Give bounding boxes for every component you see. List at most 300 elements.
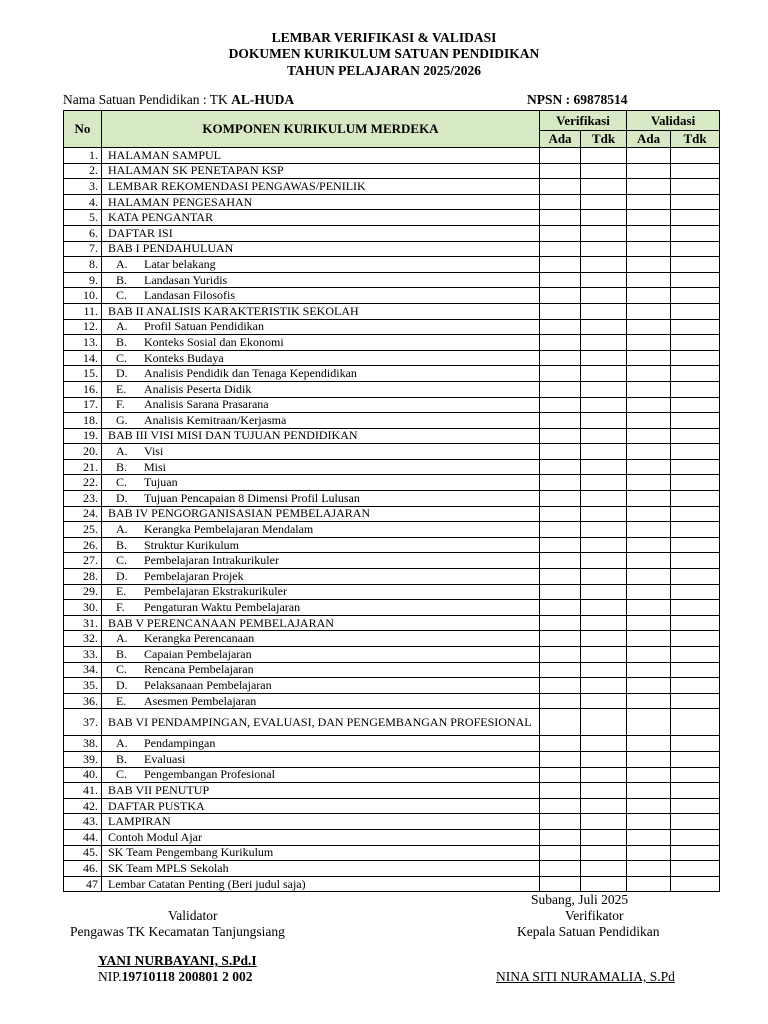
check-cell-verifikasi-tdk[interactable] [581,647,627,663]
check-cell-validasi-ada[interactable] [627,350,671,366]
row-text: DAFTAR PUSTKA [108,798,205,813]
table-row [64,767,720,783]
row-component [102,428,540,444]
check-cell-validasi-ada[interactable] [627,163,671,179]
table-row [64,553,720,569]
row-text: Rencana Pembelajaran [144,662,254,677]
check-cell-verifikasi-tdk[interactable] [581,553,627,569]
check-cell-validasi-ada[interactable] [627,335,671,351]
row-text: Kerangka Pembelajaran Mendalam [144,522,314,537]
table-row [64,506,720,522]
check-cell-validasi-ada[interactable] [627,876,671,892]
row-component [102,444,540,460]
check-cell-validasi-ada[interactable] [627,444,671,460]
check-cell-validasi-ada[interactable] [627,783,671,799]
check-cell-validasi-tdk[interactable] [671,876,720,892]
check-cell-validasi-tdk[interactable] [671,350,720,366]
check-cell-verifikasi-tdk[interactable] [581,241,627,257]
check-cell-verifikasi-ada[interactable] [540,631,581,647]
check-cell-validasi-ada[interactable] [627,861,671,877]
check-cell-validasi-ada[interactable] [627,288,671,304]
check-cell-validasi-tdk[interactable] [671,553,720,569]
validator-name: YANI NURBAYANI, S.Pd.I [98,953,257,968]
row-text: SK Team Pengembang Kurikulum [108,845,274,860]
row-text: LAMPIRAN [108,814,171,829]
row-component [102,210,540,226]
row-component [102,397,540,413]
check-cell-validasi-tdk[interactable] [671,428,720,444]
check-cell-verifikasi-ada[interactable] [540,876,581,892]
check-cell-verifikasi-tdk[interactable] [581,257,627,273]
check-cell-verifikasi-tdk[interactable] [581,288,627,304]
table-row [64,288,720,304]
check-cell-verifikasi-ada[interactable] [540,350,581,366]
row-component [102,798,540,814]
row-number: 2. [64,163,102,179]
check-cell-validasi-ada[interactable] [627,736,671,752]
row-component [102,522,540,538]
row-letter: D. [116,490,128,505]
check-cell-verifikasi-tdk[interactable] [581,163,627,179]
check-cell-validasi-tdk[interactable] [671,303,720,319]
check-cell-verifikasi-ada[interactable] [540,491,581,507]
check-cell-verifikasi-ada[interactable] [540,600,581,616]
check-cell-validasi-tdk[interactable] [671,751,720,767]
check-cell-verifikasi-tdk[interactable] [581,444,627,460]
check-cell-verifikasi-tdk[interactable] [581,413,627,429]
check-cell-validasi-ada[interactable] [627,241,671,257]
check-cell-validasi-ada[interactable] [627,428,671,444]
check-cell-verifikasi-ada[interactable] [540,814,581,830]
table-row [64,148,720,164]
check-cell-verifikasi-ada[interactable] [540,767,581,783]
row-letter: A. [116,736,128,751]
check-cell-verifikasi-tdk[interactable] [581,600,627,616]
check-cell-validasi-ada[interactable] [627,179,671,195]
check-cell-validasi-ada[interactable] [627,506,671,522]
row-letter: E. [116,693,127,708]
check-cell-verifikasi-tdk[interactable] [581,693,627,709]
row-component [102,615,540,631]
check-cell-validasi-tdk[interactable] [671,631,720,647]
check-cell-verifikasi-tdk[interactable] [581,303,627,319]
row-text: BAB I PENDAHULUAN [108,241,234,256]
check-cell-verifikasi-ada[interactable] [540,335,581,351]
table-row [64,179,720,195]
check-cell-verifikasi-ada[interactable] [540,225,581,241]
check-cell-verifikasi-ada[interactable] [540,163,581,179]
table-row [64,829,720,845]
check-cell-validasi-ada[interactable] [627,366,671,382]
table-row [64,647,720,663]
row-number: 18. [64,413,102,429]
school-label: Nama Satuan Pendidikan : TK [63,92,232,107]
row-letter: E. [116,584,127,599]
check-cell-verifikasi-tdk[interactable] [581,506,627,522]
row-component [102,350,540,366]
check-cell-validasi-ada[interactable] [627,751,671,767]
row-letter: A. [116,522,128,537]
check-cell-validasi-ada[interactable] [627,413,671,429]
check-cell-verifikasi-tdk[interactable] [581,631,627,647]
row-letter: A. [116,444,128,459]
row-text: BAB VI PENDAMPINGAN, EVALUASI, DAN PENGEMBANGAN PROFESIONAL [108,715,532,730]
check-cell-validasi-tdk[interactable] [671,678,720,694]
table-row [64,814,720,830]
check-cell-validasi-ada[interactable] [627,522,671,538]
row-component [102,288,540,304]
check-cell-validasi-ada[interactable] [627,381,671,397]
col-header-no: No [64,111,102,148]
row-text: Pembelajaran Ekstrakurikuler [144,584,287,599]
check-cell-verifikasi-ada[interactable] [540,829,581,845]
check-cell-validasi-tdk[interactable] [671,210,720,226]
row-number: 35. [64,678,102,694]
check-cell-validasi-tdk[interactable] [671,241,720,257]
check-cell-verifikasi-tdk[interactable] [581,845,627,861]
check-cell-verifikasi-ada[interactable] [540,148,581,164]
check-cell-verifikasi-ada[interactable] [540,413,581,429]
check-cell-verifikasi-ada[interactable] [540,647,581,663]
check-cell-verifikasi-ada[interactable] [540,709,581,736]
check-cell-verifikasi-ada[interactable] [540,241,581,257]
row-text: Tujuan [144,475,178,490]
table-row [64,303,720,319]
doc-title-line-3: TAHUN PELAJARAN 2025/2026 [286,63,481,78]
verifier-role: Kepala Satuan Pendidikan [517,924,660,939]
check-cell-validasi-tdk[interactable] [671,319,720,335]
check-cell-verifikasi-tdk[interactable] [581,876,627,892]
row-number: 26. [64,537,102,553]
check-cell-verifikasi-tdk[interactable] [581,194,627,210]
table-row [64,272,720,288]
check-cell-validasi-tdk[interactable] [671,194,720,210]
check-cell-verifikasi-ada[interactable] [540,569,581,585]
row-component [102,783,540,799]
check-cell-verifikasi-tdk[interactable] [581,210,627,226]
table-row [64,736,720,752]
check-cell-verifikasi-ada[interactable] [540,662,581,678]
row-text: Contoh Modul Ajar [108,829,203,844]
check-cell-verifikasi-tdk[interactable] [581,272,627,288]
check-cell-verifikasi-ada[interactable] [540,319,581,335]
doc-title-line-1: LEMBAR VERIFIKASI & VALIDASI [271,30,497,45]
check-cell-verifikasi-ada[interactable] [540,179,581,195]
check-cell-validasi-tdk[interactable] [671,335,720,351]
check-cell-verifikasi-ada[interactable] [540,428,581,444]
check-cell-validasi-ada[interactable] [627,257,671,273]
check-cell-verifikasi-tdk[interactable] [581,179,627,195]
check-cell-verifikasi-tdk[interactable] [581,428,627,444]
check-cell-validasi-tdk[interactable] [671,179,720,195]
row-text: Pembelajaran Intrakurikuler [144,553,279,568]
check-cell-verifikasi-tdk[interactable] [581,767,627,783]
row-text: BAB VII PENUTUP [108,782,210,797]
check-cell-validasi-tdk[interactable] [671,709,720,736]
check-cell-validasi-ada[interactable] [627,662,671,678]
check-cell-validasi-tdk[interactable] [671,829,720,845]
table-row [64,709,720,736]
row-component [102,814,540,830]
check-cell-validasi-tdk[interactable] [671,225,720,241]
check-cell-validasi-tdk[interactable] [671,845,720,861]
check-cell-verifikasi-ada[interactable] [540,194,581,210]
check-cell-verifikasi-tdk[interactable] [581,829,627,845]
check-cell-verifikasi-tdk[interactable] [581,584,627,600]
table-row [64,225,720,241]
check-cell-verifikasi-tdk[interactable] [581,709,627,736]
check-cell-verifikasi-tdk[interactable] [581,751,627,767]
check-cell-verifikasi-ada[interactable] [540,210,581,226]
check-cell-validasi-ada[interactable] [627,194,671,210]
check-cell-validasi-ada[interactable] [627,210,671,226]
check-cell-validasi-tdk[interactable] [671,491,720,507]
check-cell-validasi-tdk[interactable] [671,397,720,413]
check-cell-verifikasi-tdk[interactable] [581,475,627,491]
check-cell-verifikasi-ada[interactable] [540,584,581,600]
check-cell-verifikasi-tdk[interactable] [581,678,627,694]
check-cell-verifikasi-tdk[interactable] [581,861,627,877]
check-cell-verifikasi-tdk[interactable] [581,662,627,678]
check-cell-verifikasi-ada[interactable] [540,257,581,273]
row-number: 1. [64,148,102,164]
row-component [102,506,540,522]
row-letter: B. [116,646,128,661]
check-cell-validasi-tdk[interactable] [671,381,720,397]
check-cell-verifikasi-tdk[interactable] [581,491,627,507]
check-cell-verifikasi-ada[interactable] [540,553,581,569]
check-cell-verifikasi-tdk[interactable] [581,148,627,164]
row-letter: A. [116,319,128,334]
doc-title-line-2: DOKUMEN KURIKULUM SATUAN PENDIDIKAN [228,46,540,61]
check-cell-validasi-ada[interactable] [627,709,671,736]
check-cell-validasi-tdk[interactable] [671,148,720,164]
check-cell-verifikasi-ada[interactable] [540,475,581,491]
table-row [64,444,720,460]
check-cell-validasi-tdk[interactable] [671,506,720,522]
check-cell-validasi-ada[interactable] [627,814,671,830]
check-cell-validasi-tdk[interactable] [671,444,720,460]
check-cell-verifikasi-tdk[interactable] [581,537,627,553]
verifier-title: Verifikator [565,908,624,923]
check-cell-validasi-ada[interactable] [627,272,671,288]
check-cell-validasi-ada[interactable] [627,615,671,631]
table-row [64,194,720,210]
row-number: 5. [64,210,102,226]
row-text: Pengaturan Waktu Pembelajaran [144,600,301,615]
check-cell-verifikasi-tdk[interactable] [581,225,627,241]
check-cell-verifikasi-ada[interactable] [540,861,581,877]
check-cell-validasi-tdk[interactable] [671,647,720,663]
check-cell-validasi-ada[interactable] [627,767,671,783]
row-number: 39. [64,751,102,767]
row-text: HALAMAN SAMPUL [108,147,222,162]
check-cell-validasi-tdk[interactable] [671,459,720,475]
check-cell-verifikasi-tdk[interactable] [581,319,627,335]
check-cell-verifikasi-ada[interactable] [540,459,581,475]
row-component [102,413,540,429]
row-component [102,600,540,616]
check-cell-validasi-tdk[interactable] [671,413,720,429]
check-cell-verifikasi-tdk[interactable] [581,397,627,413]
check-cell-verifikasi-ada[interactable] [540,798,581,814]
check-cell-validasi-tdk[interactable] [671,814,720,830]
row-component [102,257,540,273]
table-row [64,783,720,799]
table-row [64,522,720,538]
check-cell-validasi-tdk[interactable] [671,600,720,616]
check-cell-validasi-ada[interactable] [627,553,671,569]
row-component [102,861,540,877]
check-cell-validasi-tdk[interactable] [671,569,720,585]
row-number: 4. [64,194,102,210]
check-cell-validasi-tdk[interactable] [671,163,720,179]
check-cell-validasi-ada[interactable] [627,148,671,164]
check-cell-validasi-tdk[interactable] [671,615,720,631]
check-cell-validasi-tdk[interactable] [671,798,720,814]
row-number: 41. [64,783,102,799]
table-row [64,693,720,709]
row-component [102,678,540,694]
check-cell-validasi-tdk[interactable] [671,736,720,752]
check-cell-validasi-ada[interactable] [627,693,671,709]
check-cell-validasi-ada[interactable] [627,537,671,553]
row-text: Analisis Peserta Didik [144,381,252,396]
check-cell-validasi-ada[interactable] [627,631,671,647]
check-cell-verifikasi-tdk[interactable] [581,335,627,351]
check-cell-validasi-ada[interactable] [627,303,671,319]
check-cell-verifikasi-ada[interactable] [540,506,581,522]
school-name: AL-HUDA [231,92,295,107]
check-cell-verifikasi-ada[interactable] [540,444,581,460]
check-cell-verifikasi-ada[interactable] [540,736,581,752]
row-letter: C. [116,288,128,303]
check-cell-validasi-tdk[interactable] [671,522,720,538]
check-cell-verifikasi-ada[interactable] [540,678,581,694]
check-cell-validasi-tdk[interactable] [671,693,720,709]
check-cell-verifikasi-ada[interactable] [540,845,581,861]
check-cell-validasi-ada[interactable] [627,647,671,663]
row-component [102,163,540,179]
check-cell-validasi-ada[interactable] [627,459,671,475]
check-cell-validasi-ada[interactable] [627,600,671,616]
check-cell-verifikasi-tdk[interactable] [581,736,627,752]
check-cell-verifikasi-ada[interactable] [540,366,581,382]
check-cell-validasi-tdk[interactable] [671,767,720,783]
col-header-validasi-tdk: Tdk [671,131,720,148]
check-cell-validasi-ada[interactable] [627,397,671,413]
check-cell-validasi-ada[interactable] [627,798,671,814]
row-component [102,845,540,861]
col-header-verifikasi: Verifikasi [540,111,627,131]
row-text: LEMBAR REKOMENDASI PENGAWAS/PENILIK [108,178,366,193]
check-cell-validasi-ada[interactable] [627,225,671,241]
row-text: Analisis Kemitraan/Kerjasma [144,412,287,427]
check-cell-validasi-ada[interactable] [627,584,671,600]
check-cell-verifikasi-tdk[interactable] [581,798,627,814]
row-number: 47 [64,876,102,892]
place-date: Subang, Juli 2025 [531,892,629,907]
row-number: 3. [64,179,102,195]
check-cell-verifikasi-ada[interactable] [540,288,581,304]
row-text: Tujuan Pencapaian 8 Dimensi Profil Lulusan [144,490,360,505]
check-cell-validasi-ada[interactable] [627,319,671,335]
row-number: 44. [64,829,102,845]
row-text: Capaian Pembelajaran [144,646,252,661]
row-component [102,709,540,736]
check-cell-validasi-tdk[interactable] [671,366,720,382]
table-row [64,475,720,491]
row-component [102,148,540,164]
row-number: 29. [64,584,102,600]
check-cell-validasi-tdk[interactable] [671,475,720,491]
row-text: Landasan Filosofis [144,288,235,303]
check-cell-verifikasi-tdk[interactable] [581,522,627,538]
check-cell-verifikasi-ada[interactable] [540,783,581,799]
row-component [102,662,540,678]
table-row [64,845,720,861]
check-cell-verifikasi-tdk[interactable] [581,814,627,830]
check-cell-verifikasi-tdk[interactable] [581,615,627,631]
check-cell-verifikasi-ada[interactable] [540,381,581,397]
table-row [64,428,720,444]
check-cell-verifikasi-tdk[interactable] [581,459,627,475]
table-row [64,537,720,553]
check-cell-verifikasi-ada[interactable] [540,522,581,538]
check-cell-validasi-ada[interactable] [627,845,671,861]
check-cell-validasi-ada[interactable] [627,475,671,491]
row-number: 10. [64,288,102,304]
row-component [102,194,540,210]
check-cell-validasi-tdk[interactable] [671,272,720,288]
check-cell-validasi-ada[interactable] [627,491,671,507]
check-cell-validasi-ada[interactable] [627,829,671,845]
check-cell-validasi-ada[interactable] [627,678,671,694]
check-cell-verifikasi-ada[interactable] [540,397,581,413]
col-header-validasi: Validasi [627,111,720,131]
check-cell-verifikasi-tdk[interactable] [581,783,627,799]
row-text: Evaluasi [144,751,186,766]
check-cell-verifikasi-ada[interactable] [540,303,581,319]
check-cell-validasi-tdk[interactable] [671,861,720,877]
row-component [102,569,540,585]
check-cell-validasi-ada[interactable] [627,569,671,585]
row-letter: C. [116,350,128,365]
check-cell-validasi-tdk[interactable] [671,537,720,553]
check-cell-verifikasi-tdk[interactable] [581,366,627,382]
row-letter: F. [116,397,125,412]
check-cell-verifikasi-ada[interactable] [540,615,581,631]
row-text: Kerangka Perencanaan [144,631,255,646]
check-cell-validasi-tdk[interactable] [671,288,720,304]
check-cell-verifikasi-ada[interactable] [540,272,581,288]
row-number: 45. [64,845,102,861]
row-component [102,241,540,257]
check-cell-verifikasi-ada[interactable] [540,537,581,553]
check-cell-validasi-tdk[interactable] [671,584,720,600]
check-cell-validasi-tdk[interactable] [671,783,720,799]
check-cell-verifikasi-tdk[interactable] [581,381,627,397]
check-cell-validasi-tdk[interactable] [671,257,720,273]
row-number: 24. [64,506,102,522]
check-cell-verifikasi-tdk[interactable] [581,569,627,585]
check-cell-validasi-tdk[interactable] [671,662,720,678]
check-cell-verifikasi-ada[interactable] [540,693,581,709]
check-cell-verifikasi-tdk[interactable] [581,350,627,366]
row-number: 9. [64,272,102,288]
table-row [64,366,720,382]
check-cell-verifikasi-ada[interactable] [540,751,581,767]
